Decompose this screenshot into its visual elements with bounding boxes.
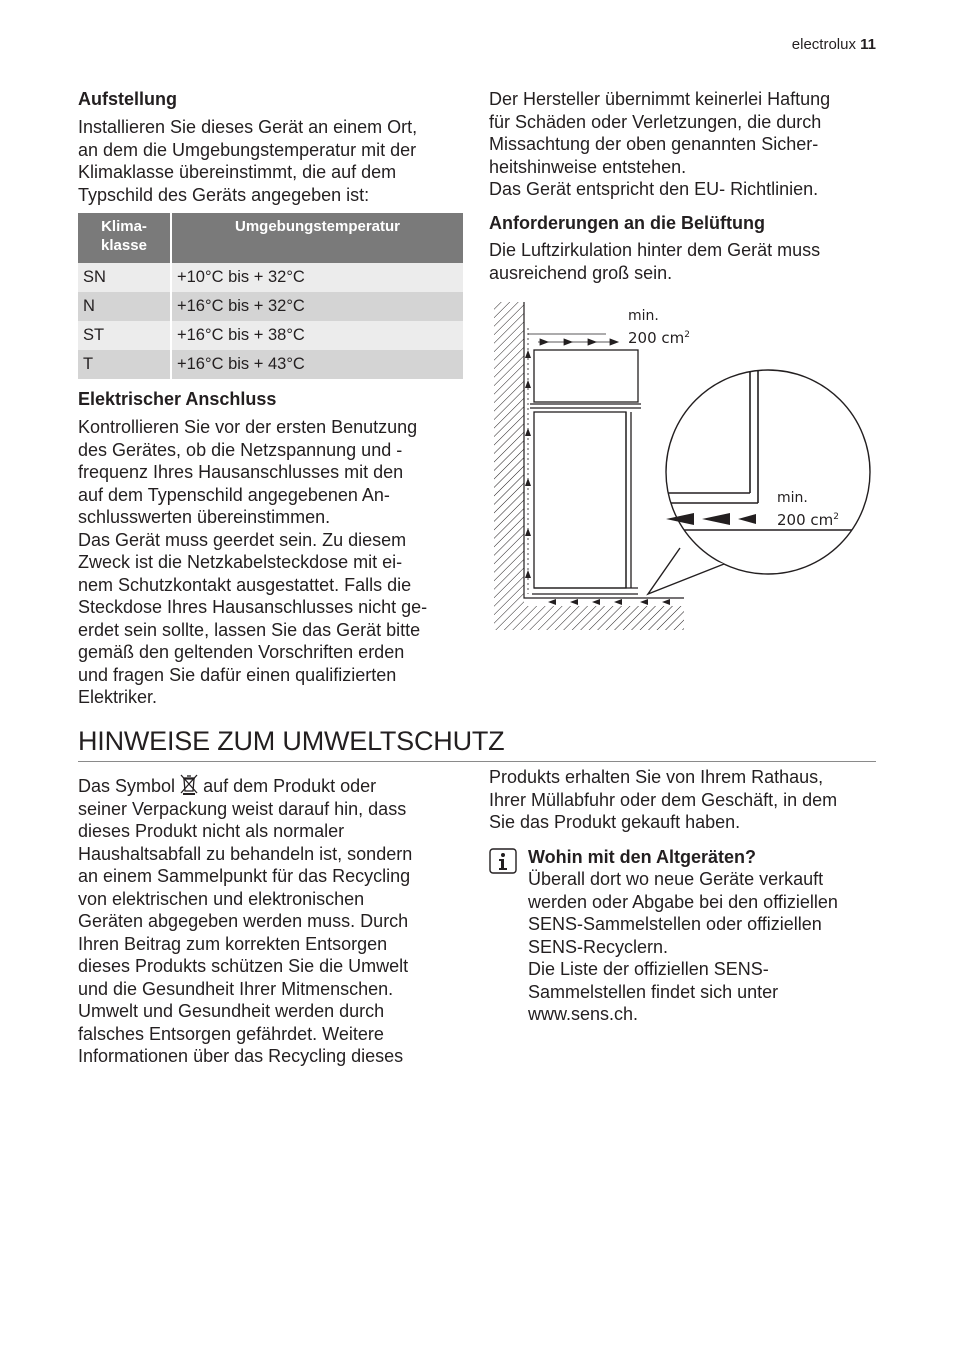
label-bottom-area-sup: 2: [833, 512, 839, 522]
label-top-min: min.: [628, 308, 659, 324]
elektrisch-line: Elektriker.: [78, 687, 158, 707]
elektrisch-line: Steckdose Ihres Hausanschlusses nicht ge-: [78, 597, 428, 617]
umwelt-right-line: Sie das Produkt gekauft haben.: [489, 812, 741, 832]
umwelt-line: Informationen über das Recycling dieses: [78, 1046, 404, 1066]
info-line: Sammelstellen findet sich unter: [528, 981, 779, 1002]
section-divider: [78, 761, 876, 762]
umwelt-line: an einem Sammelpunkt für das Recycling: [78, 866, 411, 886]
table-cell: SN: [78, 263, 171, 292]
table-cell: +16°C bis + 43°C: [171, 350, 463, 379]
page-number: 11: [860, 36, 876, 53]
umwelt-line: dieses Produkt nicht als normaler: [78, 821, 345, 841]
label-bottom-min: min.: [777, 490, 808, 506]
table-cell: T: [78, 350, 171, 379]
elektrisch-line: Kontrollieren Sie vor der ersten Benutzung: [78, 417, 418, 437]
info-line: Überall dort wo neue Geräte verkauft: [528, 869, 824, 889]
elektrisch-line: nem Schutzkontakt ausgestattet. Falls die: [78, 574, 412, 595]
elektrisch-line: Das Gerät muss geerdet sein. Zu diesem: [78, 529, 407, 550]
airflow-arrows-top: [538, 339, 618, 345]
umwelt-left: [78, 773, 464, 1068]
table-cell: +10°C bis + 32°C: [171, 263, 463, 292]
info-line: SENS-Recyclern.: [528, 936, 669, 957]
aufstellung-line: an dem die Umgebungstemperatur mit der: [78, 139, 417, 160]
info-line: SENS-Sammelstellen oder offiziellen: [528, 914, 822, 934]
label-bottom-area: [777, 511, 839, 529]
info-box: [528, 846, 878, 1026]
weee-bin-icon: [180, 773, 198, 795]
label-top-area-sup: 2: [684, 330, 690, 340]
cabinet-top: [530, 350, 641, 408]
umwelt-line: Geräten abgegeben werden muss. Durch: [78, 911, 409, 931]
haftung-section: [489, 88, 879, 201]
table-header-klimaklasse: Klima- klasse: [78, 213, 171, 263]
umwelt-line: seiner Verpackung weist darauf hin, dass: [78, 798, 407, 819]
umwelt-line: falsches Entsorgen gefährdet. Weitere: [78, 1023, 384, 1044]
wall-hatching: [494, 302, 684, 630]
umwelt-line: dieses Produkts schützen Sie die Umwelt: [78, 956, 409, 976]
belueftung-line: Die Luftzirkulation hinter dem Gerät muss: [489, 240, 821, 260]
haftung-line: für Schäden oder Verletzungen, die durch: [489, 111, 822, 132]
umwelt-line: Ihren Beitrag zum korrekten Entsorgen: [78, 933, 388, 954]
elektrisch-line: auf dem Typenschild angegebenen An-: [78, 484, 390, 505]
table-cell: +16°C bis + 38°C: [171, 321, 463, 350]
belueftung-section: [489, 212, 879, 284]
elektrisch-line: und fragen Sie dafür einen qualifizierten: [78, 664, 397, 685]
label-top-area-value: 200 cm: [628, 329, 685, 347]
umwelt-line: Haushaltsabfall zu behandeln ist, sondern: [78, 843, 413, 864]
table-cell: +16°C bis + 32°C: [171, 292, 463, 321]
table-cell: N: [78, 292, 171, 321]
umwelt-right-line: Ihrer Müllabfuhr oder dem Geschäft, in dem: [489, 789, 838, 810]
umwelt-right: [489, 766, 879, 834]
haftung-line: Der Hersteller übernimmt keinerlei Haftung: [489, 89, 831, 109]
elektrisch-line: gemäß den geltenden Vorschriften erden: [78, 642, 405, 662]
table-row: [78, 321, 463, 350]
umwelt-first-b: auf dem Produkt oder: [203, 776, 377, 796]
info-heading: Wohin mit den Altgeräten?: [528, 847, 756, 867]
umwelt-right-line: Produkts erhalten Sie von Ihrem Rathaus,: [489, 767, 824, 787]
umwelt-first-line: [78, 773, 464, 798]
magnifier-circle: [648, 358, 872, 594]
page-header: [792, 36, 876, 53]
info-line: werden oder Abgabe bei den offiziellen: [528, 891, 838, 912]
info-line: www.sens.ch.: [528, 1004, 639, 1024]
haftung-line: Missachtung der oben genannten Sicher-: [489, 134, 819, 154]
umwelt-line: und die Gesundheit Ihrer Mitmenschen.: [78, 978, 394, 999]
appliance-body: [532, 412, 638, 594]
aufstellung-heading: Aufstellung: [78, 89, 177, 109]
label-top-area: [628, 329, 690, 347]
elektrisch-line: erdet sein sollte, lassen Sie das Gerät bitte: [78, 619, 421, 640]
info-line: Die Liste der offiziellen SENS-: [528, 959, 769, 979]
umwelt-line: von elektrischen und elektronischen: [78, 888, 365, 909]
table-row: [78, 350, 463, 379]
brand-name: electrolux: [791, 36, 856, 53]
table-cell: ST: [78, 321, 171, 350]
table-row: [78, 292, 463, 321]
aufstellung-line: Installieren Sie dieses Gerät an einem Ort,: [78, 117, 418, 137]
aufstellung-line: Klimaklasse übereinstimmt, die auf dem: [78, 162, 397, 182]
airflow-arrows-bottom: [548, 599, 670, 605]
klimaklasse-table: [78, 213, 463, 379]
umwelt-title: HINWEISE ZUM UMWELTSCHUTZ: [78, 726, 505, 756]
aufstellung-line: Typschild des Geräts angegeben ist:: [78, 184, 370, 205]
table-header-temperatur: Umgebungstemperatur: [171, 213, 463, 263]
haftung-line: Das Gerät entspricht den EU- Richtlinien.: [489, 179, 819, 199]
elektrisch-line: schlusswerten übereinstimmen.: [78, 507, 331, 527]
table-header-row: [78, 213, 463, 263]
haftung-line: heitshinweise entstehen.: [489, 156, 687, 177]
belueftung-heading: Anforderungen an die Belüftung: [489, 213, 765, 233]
rear-airflow: [528, 328, 606, 594]
aufstellung-section: [78, 88, 464, 206]
label-bottom-area-value: 200 cm: [777, 511, 834, 529]
elektrisch-section: [78, 388, 464, 709]
belueftung-line: ausreichend groß sein.: [489, 262, 673, 283]
ventilation-diagram: [488, 298, 872, 634]
table-row: [78, 263, 463, 292]
elektrisch-line: Zweck ist die Netzkabelsteckdose mit ei-: [78, 552, 403, 572]
elektrisch-heading: Elektrischer Anschluss: [78, 389, 277, 409]
umwelt-line: Umwelt und Gesundheit werden durch: [78, 1001, 385, 1021]
umwelt-first-a: Das Symbol: [78, 776, 176, 796]
elektrisch-line: des Gerätes, ob die Netzspannung und -: [78, 439, 403, 460]
elektrisch-line: frequenz Ihres Hausanschlusses mit den: [78, 462, 404, 482]
info-icon: [489, 848, 517, 874]
